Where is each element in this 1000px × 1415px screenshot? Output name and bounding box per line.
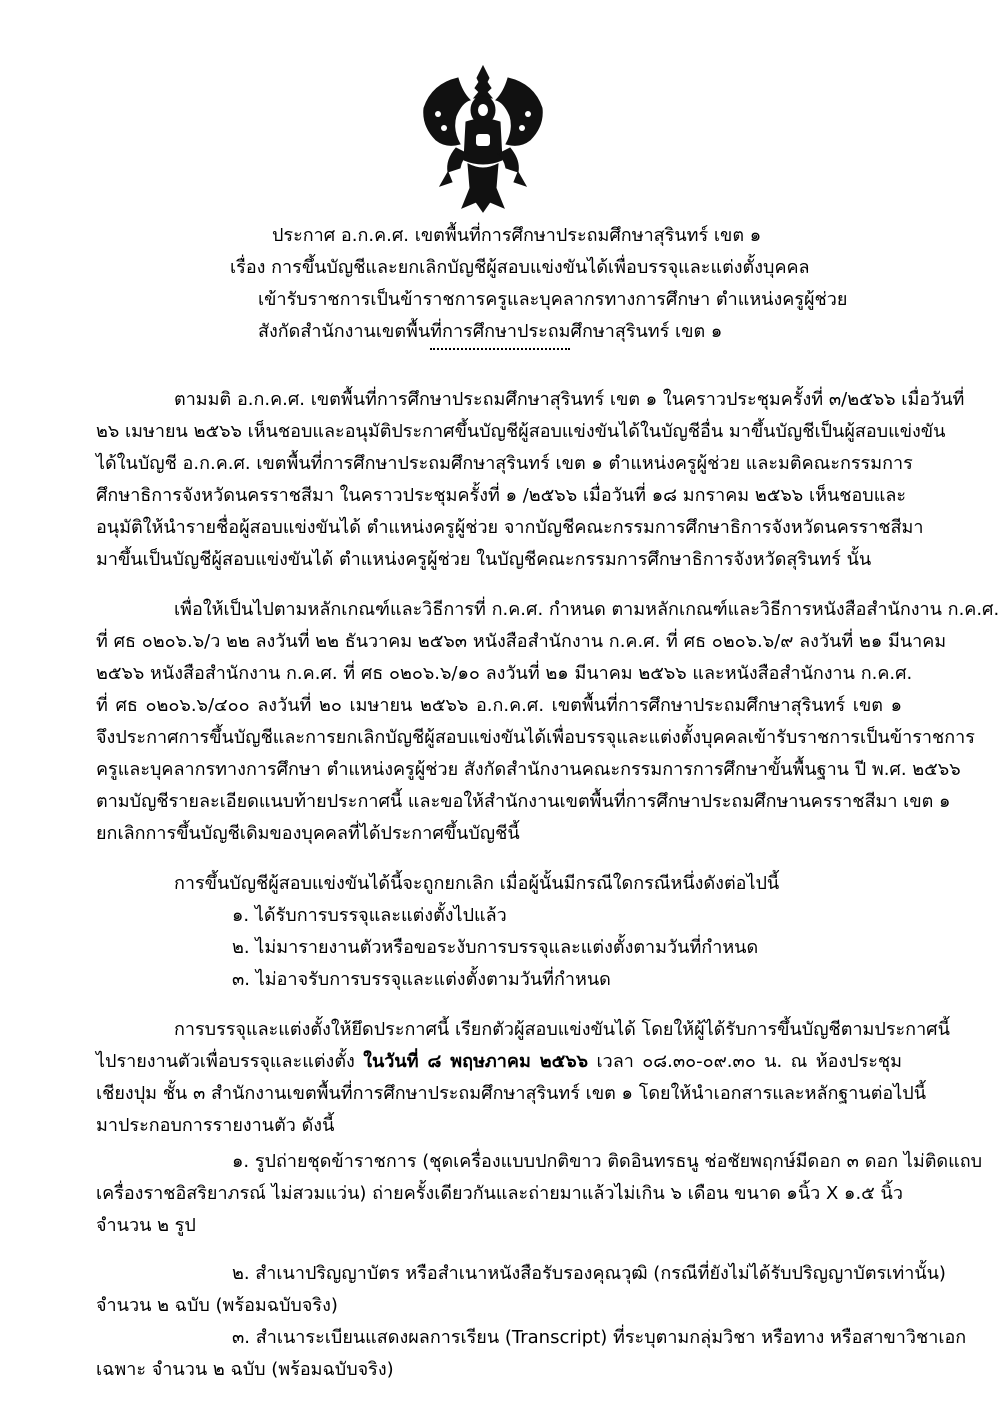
document-item: ๓. สำเนาระเบียนแสดงผลการเรียน (Transcript) ที่ระบุตามกลุ่มวิชา หรือทาง หรือสาขาวิชาเอก xyxy=(232,1327,967,1348)
cancellation-item: ๑. ได้รับการบรรจุและแต่งตั้งไปแล้ว xyxy=(232,905,507,926)
subject-line-2: เข้ารับราชการเป็นข้าราชการครูและบุคลากรทางการศึกษา ตำแหน่งครูผู้ช่วย xyxy=(258,289,848,310)
para4-line: เชียงปุม ชั้น ๓ สำนักงานเขตพื้นที่การศึกษาประถมศึกษาสุรินทร์ เขต ๑ โดยให้นำเอกสารและหลักฐานต่อไปนี้ xyxy=(96,1083,927,1104)
document-item-cont: จำนวน ๒ รูป xyxy=(96,1215,196,1236)
document-item: ๒. สำเนาปริญญาบัตร หรือสำเนาหนังสือรับรองคุณวุฒิ (กรณีที่ยังไม่ได้รับปริญญาบัตรเท่านั้น) xyxy=(232,1263,946,1284)
document-item-cont: เครื่องราชอิสริยาภรณ์ ไม่สวมแว่น) ถ่ายครั้งเดียวกันและถ่ายมาแล้วไม่เกิน ๖ เดือน ขนาด ๑นิ้ว X ๑.๕ นิ้ว xyxy=(96,1183,903,1204)
document-item-cont: จำนวน ๒ ฉบับ (พร้อมฉบับจริง) xyxy=(96,1295,338,1316)
subject-line-3: สังกัดสำนักงานเขตพื้นที่การศึกษาประถมศึกษาสุรินทร์ เขต ๑ xyxy=(258,321,723,342)
document-item-cont: เฉพาะ จำนวน ๒ ฉบับ (พร้อมฉบับจริง) xyxy=(96,1359,394,1380)
cancellation-intro: การขึ้นบัญชีผู้สอบแข่งขันได้นี้จะถูกยกเลิก เมื่อผู้นั้นมีกรณีใดกรณีหนึ่งดังต่อไปนี้ xyxy=(174,873,780,894)
para1-line: ศึกษาธิการจังหวัดนครราชสีมา ในคราวประชุมครั้งที่ ๑ /๒๕๖๖ เมื่อวันที่ ๑๘ มกราคม ๒๕๖๖ เห็นชอบและ xyxy=(96,485,907,506)
para1-line: ๒๖ เมษายน ๒๕๖๖ เห็นชอบและอนุมัติประกาศขึ้นบัญชีผู้สอบแข่งขันได้ในบัญชีอื่น มาขึ้นบัญชีเป็นผู้สอบแข่งขัน xyxy=(96,421,946,442)
document-item: ๑. รูปถ่ายชุดข้าราชการ (ชุดเครื่องแบบปกติขาว ติดอินทรธนู ช่อชัยพฤกษ์มีดอก ๓ ดอก ไม่ติดแถบ xyxy=(232,1151,983,1172)
para4-line: มาประกอบการรายงานตัว ดังนี้ xyxy=(96,1115,335,1136)
subject-line-1: เรื่อง การขึ้นบัญชีและยกเลิกบัญชีผู้สอบแข่งขันได้เพื่อบรรจุและแต่งตั้งบุคคล xyxy=(230,257,810,278)
cancellation-item: ๓. ไม่อาจรับการบรรจุและแต่งตั้งตามวันที่กำหนด xyxy=(232,969,611,990)
para2-line: ที่ ศธ ๐๒๐๖.๖/ว ๒๒ ลงวันที่ ๒๒ ธันวาคม ๒๕๖๓ หนังสือสำนักงาน ก.ค.ศ. ที่ ศธ ๐๒๐๖.๖/๙ ลงวันที่ ๒๑ มีนาคม xyxy=(96,631,947,652)
para2-line: ตามบัญชีรายละเอียดแนบท้ายประกาศนี้ และขอให้สำนักงานเขตพื้นที่การศึกษาประถมศึกษานครราชสีมา เขต ๑ xyxy=(96,791,951,812)
report-date: ในวันที่ ๘ พฤษภาคม ๒๕๖๖ xyxy=(363,1051,589,1072)
para1-line: ได้ในบัญชี อ.ก.ค.ศ. เขตพื้นที่การศึกษาประถมศึกษาสุรินทร์ เขต ๑ ตำแหน่งครูผู้ช่วย และมติคณะกรรมการ xyxy=(96,453,913,474)
para2-line: ที่ ศธ ๐๒๐๖.๖/๔๐๐ ลงวันที่ ๒๐ เมษายน ๒๕๖๖ อ.ก.ค.ศ. เขตพื้นที่การศึกษาประถมศึกษาสุรินทร์ เขต ๑ xyxy=(96,695,902,716)
para2-line: ๒๕๖๖ หนังสือสำนักงาน ก.ค.ศ. ที่ ศธ ๐๒๐๖.๖/๑๐ ลงวันที่ ๒๑ มีนาคม ๒๕๖๖ และหนังสือสำนักงาน ก.ค.ศ. xyxy=(96,663,913,684)
para1-line: อนุมัติให้นำรายชื่อผู้สอบแข่งขันได้ ตำแหน่งครูผู้ช่วย จากบัญชีคณะกรรมการศึกษาธิการจังหวัดนครราชสีมา xyxy=(96,517,924,538)
para1-line: ตามมติ อ.ก.ค.ศ. เขตพื้นที่การศึกษาประถมศึกษาสุรินทร์ เขต ๑ ในคราวประชุมครั้งที่ ๓/๒๕๖๖ เมื่อวันที่ xyxy=(174,389,965,410)
para4-line: การบรรจุและแต่งตั้งให้ยึดประกาศนี้ เรียกตัวผู้สอบแข่งขันได้ โดยให้ผู้ได้รับการขึ้นบัญชีตามประกาศนี้ xyxy=(174,1019,950,1040)
para2-line: เพื่อให้เป็นไปตามหลักเกณฑ์และวิธีการที่ ก.ค.ศ. กำหนด ตามหลักเกณฑ์และวิธีการหนังสือสำนักงาน ก.ค.ศ. xyxy=(174,599,1000,620)
para4-text: เวลา ๐๘.๓๐-๐๙.๓๐ น. ณ ห้องประชุม xyxy=(588,1051,903,1072)
garuda-emblem-icon xyxy=(418,64,548,214)
cancellation-item: ๒. ไม่มารายงานตัวหรือขอระงับการบรรจุและแต่งตั้งตามวันที่กำหนด xyxy=(232,937,759,958)
para2-line: ยกเลิกการขึ้นบัญชีเดิมของบุคคลที่ได้ประกาศขึ้นบัญชีนี้ xyxy=(96,823,520,844)
announcement-title: ประกาศ อ.ก.ค.ศ. เขตพื้นที่การศึกษาประถมศึกษาสุรินทร์ เขต ๑ xyxy=(272,225,762,246)
para4-line xyxy=(96,1050,902,1074)
para2-line: ครูและบุคลากรทางการศึกษา ตำแหน่งครูผู้ช่วย สังกัดสำนักงานคณะกรรมการการศึกษาขั้นพื้นฐาน ปี พ.ศ. ๒๕๖๖ xyxy=(96,759,961,780)
para1-line: มาขึ้นเป็นบัญชีผู้สอบแข่งขันได้ ตำแหน่งครูผู้ช่วย ในบัญชีคณะกรรมการศึกษาธิการจังหวัดสุรินทร์ นั้น xyxy=(96,549,872,570)
para4-text: ไปรายงานตัวเพื่อบรรจุและแต่งตั้ง xyxy=(96,1051,364,1072)
dotted-divider xyxy=(430,348,570,350)
para2-line: จึงประกาศการขึ้นบัญชีและการยกเลิกบัญชีผู้สอบแข่งขันได้เพื่อบรรจุและแต่งตั้งบุคคลเข้ารับราชการเป็นข้าราชการ xyxy=(96,727,975,748)
